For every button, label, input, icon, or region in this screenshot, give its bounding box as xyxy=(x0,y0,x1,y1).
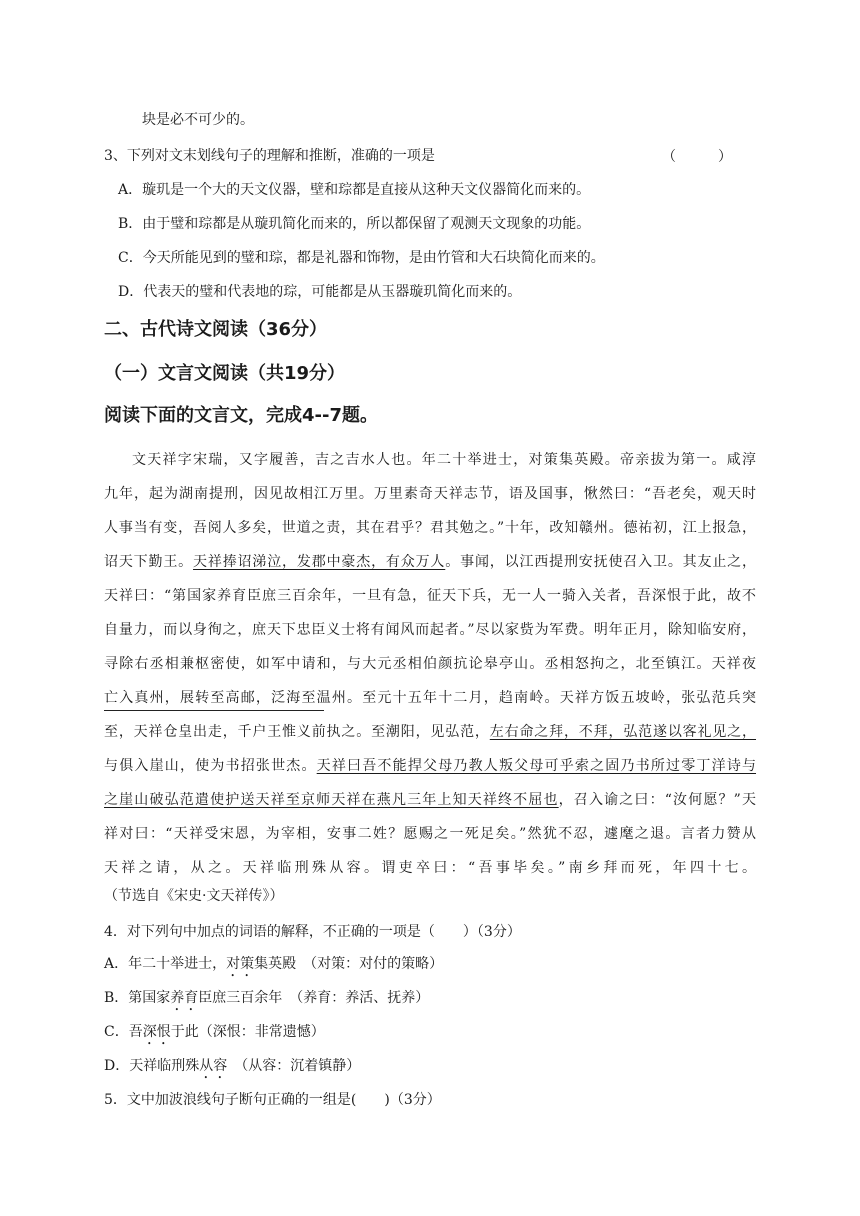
subsection-heading: （一）文言文阅读（共19分） xyxy=(104,363,346,384)
question-3-option-d: D．代表天的璧和代表地的琮，可能都是从玉器璇玑简化而来的。 xyxy=(118,284,522,300)
question-4-option-d xyxy=(104,1056,360,1082)
question-4-option-c xyxy=(104,1022,325,1048)
passage-text: 与俱入崖山，使为书招张世杰。 xyxy=(104,758,317,774)
section-heading: 二、古代诗文阅读（36分） xyxy=(104,319,328,340)
option-text: 臣庶三百余年 （养育：养活、抚养） xyxy=(198,990,430,1006)
question-3-option-a: A．璇玑是一个大的天文仪器，壁和琮都是直接从这种天文仪器简化而来的。 xyxy=(118,182,591,198)
wavy-underlined-sentence: 之崖山破弘范遣使护送天祥至京师天祥在燕凡三年上知天祥终不屈也 xyxy=(104,792,559,808)
question-3-answer-bracket: （ ） xyxy=(662,149,732,165)
passage-line: 自量力，而以身徇之，庶天下忠臣义士将有闻风而起者。”尽以家赀为军费。明年正月，除知临安府， xyxy=(104,622,756,638)
passage-line: 九年，起为湖南提刑，因见故相江万里。万里素奇天祥志节，语及国事，愀然曰：“吾老矣，观天时 xyxy=(104,486,756,502)
question-4-option-a xyxy=(104,954,443,980)
question-3-stem: 3、下列对文末划线句子的理解和推断，准确的一项是 xyxy=(104,148,435,164)
passage-line: 亡入真州，展转至高邮，泛海至温州。至元十五年十二月，趋南岭。天祥方饭五坡岭，张弘范兵突 xyxy=(104,690,756,706)
question-3-option-b: B．由于璧和琮都是从璇玑简化而来的，所以都保留了观测天文现象的功能。 xyxy=(118,216,591,232)
passage-source: （节选自《宋史·文天祥传》） xyxy=(104,888,284,904)
passage-line: 文天祥字宋瑞，又字履善，吉之吉水人也。年二十举进士，对策集英殿。帝亲拔为第一。咸淳 xyxy=(132,452,756,468)
question-3-option-c: C．今天所能见到的璧和琮，都是礼器和饰物，是由竹管和大石块简化而来的。 xyxy=(118,250,605,266)
passage-text: 诏天下勤王。 xyxy=(104,554,194,570)
option-text: 集英殿 （对策：对付的策略） xyxy=(254,956,444,972)
option-text: C．吾 xyxy=(104,1024,143,1040)
passage-line xyxy=(104,552,756,572)
dotted-word: 深恨 xyxy=(142,1024,171,1040)
question-4-option-b xyxy=(104,988,429,1014)
underlined-sentence: 左右命之拜，不拜，弘范遂以客礼见之， xyxy=(489,724,757,740)
passage-line xyxy=(104,722,756,742)
option-text: B．第国家 xyxy=(104,990,171,1006)
passage-line xyxy=(104,790,756,810)
dotted-word: 从容 xyxy=(199,1058,228,1074)
passage-line: 祥对曰：“天祥受宋恩，为宰相，安事二姓？愿赐之一死足矣。”然犹不忍，遽麾之退。言者力赞从 xyxy=(104,826,756,842)
passage-line xyxy=(104,756,756,776)
passage-line: 寻除右丞相兼枢密使，如军中请和，与大元丞相伯颜抗论皋亭山。丞相怒拘之，北至镇江。天祥夜 xyxy=(104,656,756,672)
option-text: A．年二十举进士， xyxy=(104,956,227,972)
underlined-sentence: 天祥捧诏涕泣，发郡中豪杰，有众万人 xyxy=(193,554,446,570)
passage-line: 天祥之请，从之。天祥临刑殊从容。谓吏卒曰：“吾事毕矣。”南乡拜而死，年四十七。 xyxy=(104,860,756,876)
question-4-stem: 4．对下列句中加点的词语的解释，不正确的一项是（ ）（3分） xyxy=(104,924,521,940)
passage-line: 天祥曰：“第国家养育臣庶三百余年，一旦有急，征天下兵，无一人一骑入关者，吾深恨于此，故不 xyxy=(104,588,756,604)
question-5-stem: 5．文中加波浪线句子断句正确的一组是( )（3分） xyxy=(104,1092,441,1108)
dotted-word: 养育 xyxy=(170,990,199,1006)
reading-instruction: 阅读下面的文言文，完成4--7题。 xyxy=(104,405,378,426)
underline-rule xyxy=(104,710,324,711)
wavy-underlined-sentence: 天祥曰吾不能捍父母乃教人叛父母可乎索之固乃书所过零丁洋诗与 xyxy=(316,758,757,774)
passage-text: 。事闻，以江西提刑安抚使召入卫。其友止之， xyxy=(445,554,757,570)
passage-text: ，召入谕之曰：“汝何愿？”天 xyxy=(558,792,756,808)
option-text: D．天祥临刑殊 xyxy=(104,1058,200,1074)
continued-line: 块是必不可少的。 xyxy=(142,112,254,128)
dotted-word: 对策 xyxy=(226,956,255,972)
option-text: 于此（深恨：非常遗憾） xyxy=(170,1024,325,1040)
passage-text: 至，天祥仓皇出走，千户王惟义前执之。至潮阳，见弘范， xyxy=(104,724,490,740)
passage-line: 人事当有变，吾阅人多矣，世道之责，其在君乎？君其勉之。”十年，改知赣州。德祐初，江上报急， xyxy=(104,520,756,536)
option-text: （从容：沉着镇静） xyxy=(227,1058,361,1074)
